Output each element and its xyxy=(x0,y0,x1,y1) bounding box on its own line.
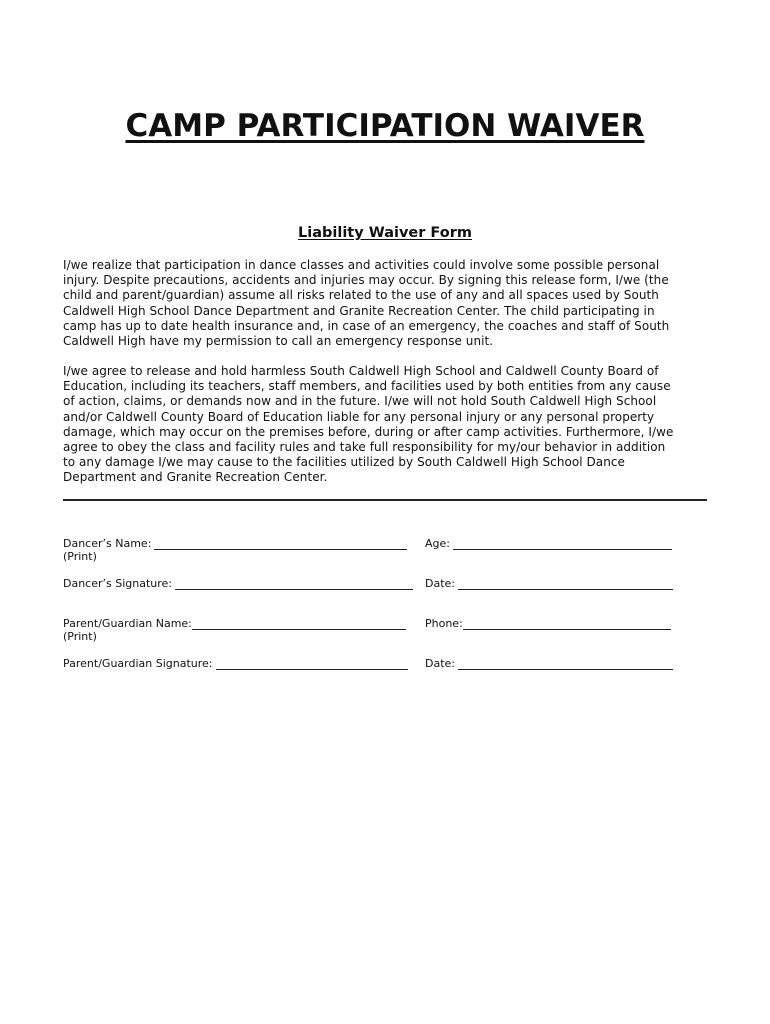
paragraph-line: Caldwell High have my permission to call an emergency response unit. xyxy=(63,334,494,349)
paragraph-line: damage, which may occur on the premises before, during or after camp activities. Furthermore, I/we xyxy=(63,424,674,439)
date-line[interactable] xyxy=(458,658,673,670)
paragraph-line: injury. Despite precautions, accidents and injuries may occur. By signing this release form, I/we (the xyxy=(63,273,669,288)
paragraph-line: I/we agree to release and hold harmless South Caldwell High School and Caldwell County Board of xyxy=(63,364,659,378)
paragraph-line: I/we realize that participation in dance classes and activities could involve some possible personal xyxy=(63,258,660,272)
document-subtitle: Liability Waiver Form xyxy=(298,225,472,241)
date-field-parent[interactable] xyxy=(425,657,673,670)
paragraph-line: of action, claims, or demands now and in the future. I/we will not hold South Caldwell High School xyxy=(63,394,657,409)
parent-signature-label: Parent/Guardian Signature: xyxy=(63,657,213,670)
parent-name-field[interactable] xyxy=(63,617,406,630)
parent-name-print-note: (Print) xyxy=(63,630,97,643)
date-label: Date: xyxy=(425,577,455,590)
date-line[interactable] xyxy=(458,578,673,590)
phone-label: Phone: xyxy=(425,617,463,630)
dancer-signature-label: Dancer’s Signature: xyxy=(63,577,173,590)
paragraph-release xyxy=(63,364,713,486)
section-divider xyxy=(63,499,707,501)
dancer-name-label: Dancer’s Name: xyxy=(63,537,152,550)
phone-field[interactable] xyxy=(425,617,671,630)
age-label: Age: xyxy=(425,537,450,550)
dancer-name-print-note: (Print) xyxy=(63,550,97,563)
paragraph-risk-acknowledgement xyxy=(63,258,713,349)
parent-name-line[interactable] xyxy=(192,618,406,630)
age-line[interactable] xyxy=(453,538,672,550)
date-label: Date: xyxy=(425,657,455,670)
parent-name-label: Parent/Guardian Name: xyxy=(63,617,192,630)
paragraph-line: child and parent/guardian) assume all risks related to the use of any and all spaces used by South xyxy=(63,288,659,303)
dancer-name-field[interactable] xyxy=(63,537,407,550)
paragraph-line: camp has up to date health insurance and, in case of an emergency, the coaches and staff of South xyxy=(63,318,670,333)
phone-line[interactable] xyxy=(463,618,671,630)
parent-signature-line[interactable] xyxy=(216,658,408,670)
parent-signature-field[interactable] xyxy=(63,657,408,670)
paragraph-line: Caldwell High School Dance Department and Granite Recreation Center. The child participating in xyxy=(63,303,655,318)
date-field-dancer[interactable] xyxy=(425,577,673,590)
dancer-name-line[interactable] xyxy=(154,538,407,550)
paragraph-line: to any damage I/we may cause to the facilities utilized by South Caldwell High School Dance xyxy=(63,455,625,470)
paragraph-line: Education, including its teachers, staff members, and facilities used by both entities from any cause xyxy=(63,379,671,394)
age-field[interactable] xyxy=(425,537,672,550)
paragraph-line: and/or Caldwell County Board of Education liable for any personal injury or any personal property xyxy=(63,409,655,424)
paragraph-line: Department and Granite Recreation Center. xyxy=(63,470,328,485)
paragraph-line: agree to obey the class and facility rules and take full responsibility for my/our behavior in addition xyxy=(63,440,666,455)
document-title: CAMP PARTICIPATION WAIVER xyxy=(125,108,645,144)
dancer-signature-line[interactable] xyxy=(175,578,413,590)
dancer-signature-field[interactable] xyxy=(63,577,413,590)
